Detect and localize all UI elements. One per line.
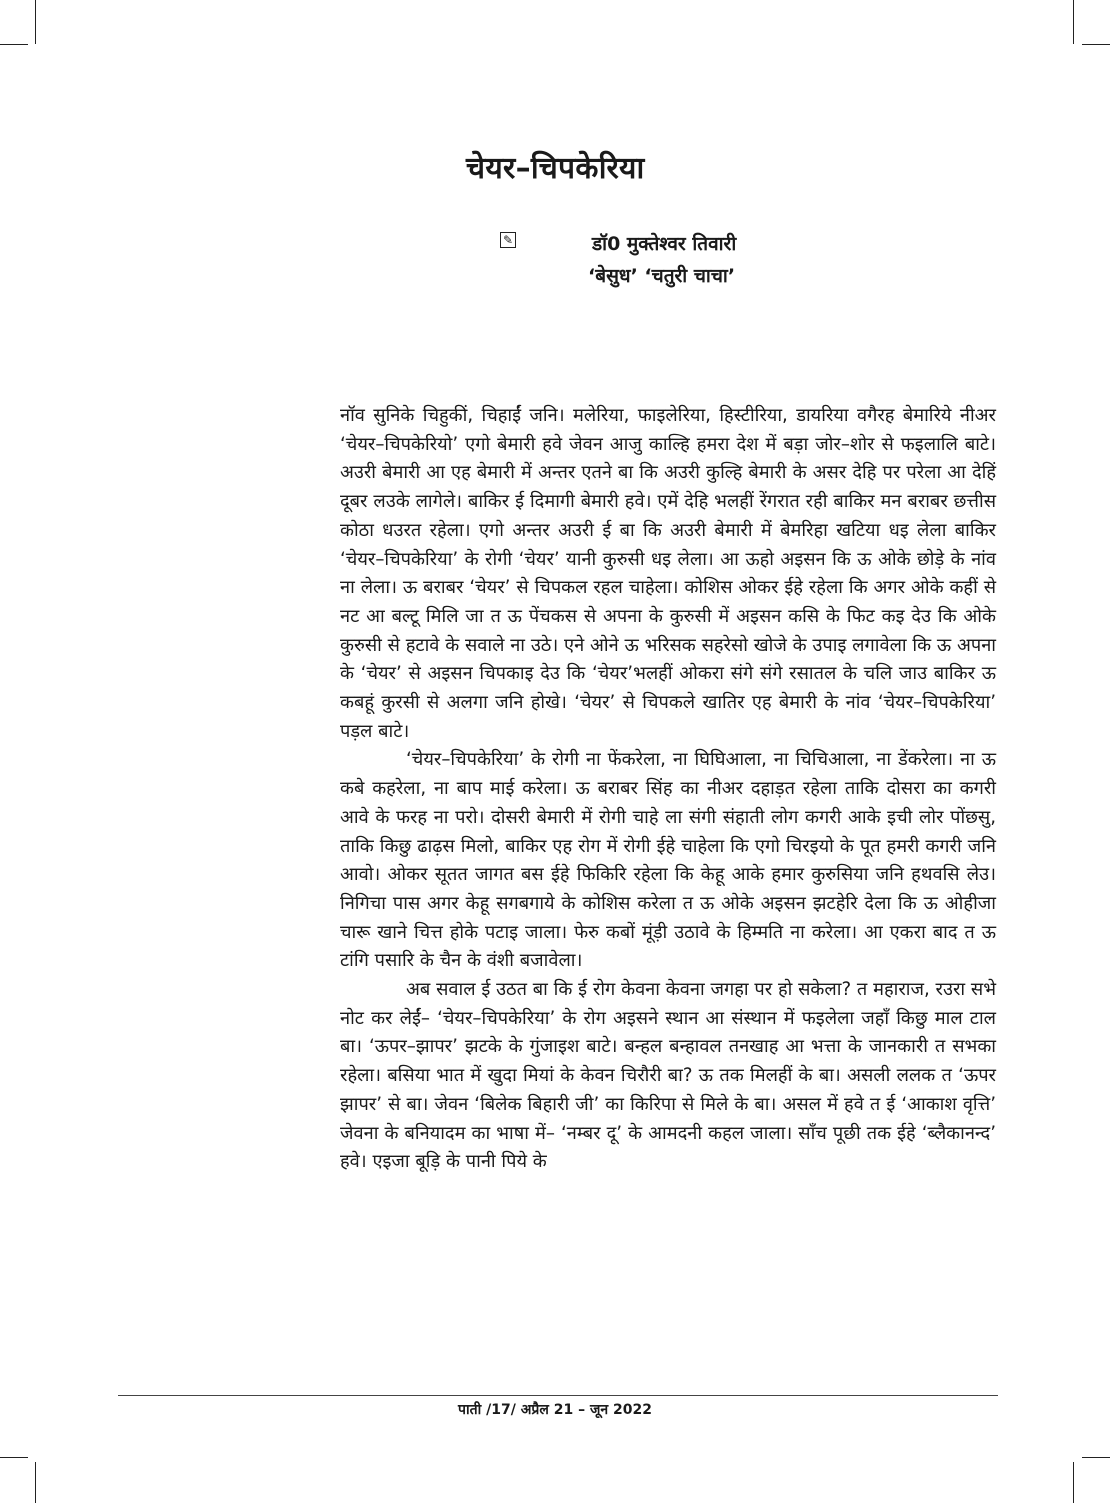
crop-mark-bottom-right-h — [1082, 1457, 1110, 1458]
footer-rule — [118, 1395, 998, 1396]
crop-mark-top-left-v — [35, 0, 36, 44]
author-alias: ‘बेसुध’ ‘चतुरी चाचा’ — [588, 265, 736, 287]
paragraph-1: नॉव सुनिके चिहुकीं, चिहाईं जनि। मलेरिया, फाइलेरिया, हिस्टीरिया, डायरिया वगैरह बेमारिये नीअर ‘चेयर–चिपकेरियो’ एगो बेमारी हवे जेवन आजु काल्हि हमरा देश में बड़ा जोर–शोर से फइलालि बाटे। अउरी बेमारी आ एह बेमारी में अन्तर एतने बा कि अउरी कुल्हि बेमारी के असर देहि पर परेला आ देहिं दूबर लउके लागेले। बाकिर ई दिमागी बेमारी हवे। एमें देहि भलहीं रेंगरात रही बाकिर मन बराबर छत्तीस कोठा धउरत रहेला। एगो अन्तर अउरी ई बा कि अउरी बेमारी में बेमरिहा खटिया धइ लेला बाकिर ‘चेयर–चिपकेरिया’ के रोगी ‘चेयर’ यानी कुरुसी धइ लेला। आ ऊहो अइसन कि ऊ ओके छोड़े के नांव ना लेला। ऊ बराबर ‘चेयर’ से चिपकल रहल चाहेला। कोशिस ओकर ईहे रहेला कि अगर ओके कहीं से नट आ बल्टू मिलि जा त ऊ पेंचकस से अपना के कुरुसी में अइसन कसि के फिट कइ देउ कि ओके कुरुसी से हटावे के सवाले ना उठे। एने ओने ऊ भरिसक सहरेसो खोजे के उपाइ लगावेला कि ऊ अपना के ‘चेयर’ से अइसन चिपकाइ देउ कि ‘चेयर’भलहीं ओकरा संगे संगे रसातल के चलि जाउ बाकिर ऊ कबहूं कुरसी से अलगा जनि होखे। ‘चेयर’ से चिपकले खातिर एह बेमारी के नांव ‘चेयर–चिपकेरिया’ पड़ल बाटे। — [340, 405, 997, 742]
crop-mark-top-right-h — [1082, 44, 1110, 45]
pen-in-box-icon: ✎ — [500, 232, 516, 248]
crop-mark-bottom-right-v — [1073, 1462, 1074, 1503]
paragraph-2: ‘चेयर–चिपकेरिया’ के रोगी ना फेंकरेला, ना घिघिआला, ना चिचिआला, ना डेंकरेला। ना ऊ कबे कहरेला, ना बाप माई करेला। ऊ बराबर सिंह का नीअर दहाड़त रहेला ताकि दोसरा का कगरी आवे के फरह ना परो। दोसरी बेमारी में रोगी चाहे ला संगी संहाती लोग कगरी आके इची लोर पोंछसु, ताकि किछु ढाढ़स मिलो, बाकिर एह रोग में रोगी ईहे चाहेला कि एगो चिरइयो के पूत हमरी कगरी जनि आवो। ओकर सूतत जागत बस ईहे फिकिरि रहेला कि केहू आके हमार कुरुसिया जनि हथवसि लेउ। निगिचा पास अगर केहू सगबगाये के कोशिस करेला त ऊ ओके अइसन झटहेरि देला कि ऊ ओहीजा चारू खाने चित्त होके पटाइ जाला। फेरु कबों मूंड़ी उठावे के हिम्मति ना करेला। आ एकरा बाद त ऊ टांगि पसारि के चैन के वंशी बजावेला। — [340, 749, 996, 972]
crop-mark-top-right-v — [1073, 0, 1074, 44]
article-title: चेयर–चिपकेरिया — [466, 151, 645, 186]
author-block — [588, 228, 737, 292]
paragraph-3: अब सवाल ई उठत बा कि ई रोग केवना केवना जगहा पर हो सकेला? त महाराज, रउरा सभे नोट कर लेईं– ‘चेयर–चिपकेरिया’ के रोग अइसने स्थान आ संस्थान में फइलेला जहाँ किछु माल टाल बा। ‘ऊपर–झापर’ झटके के गुंजाइश बाटे। बन्हल बन्हावल तनखाह आ भत्ता के जानकारी त सभका रहेला। बसिया भात में खुदा मियां के केवन चिरौरी बा? ऊ तक मिलहीं के बा। असली ललक त ‘ऊपर झापर’ से बा। जेवन ‘बिलेक बिहारी जी’ का किरिपा से मिले के बा। असल में हवे त ई ‘आकाश वृत्ति’ जेवना के बनियादम का भाषा में– ‘नम्बर दू’ के आमदनी कहल जाला। साँच पूछी तक ईहे ‘ब्लैकानन्द’ हवे। एइजा बूड़ि के पानी पिये के — [340, 979, 996, 1173]
article-body — [340, 402, 996, 1177]
page-footer: पाती /17/ अप्रैल 21 – जून 2022 — [458, 1402, 652, 1418]
crop-mark-top-left-h — [0, 44, 28, 45]
crop-mark-bottom-left-v — [35, 1462, 36, 1503]
crop-mark-bottom-left-h — [0, 1457, 28, 1458]
author-name: डॉ0 मुक्तेश्वर तिवारी — [592, 233, 737, 255]
